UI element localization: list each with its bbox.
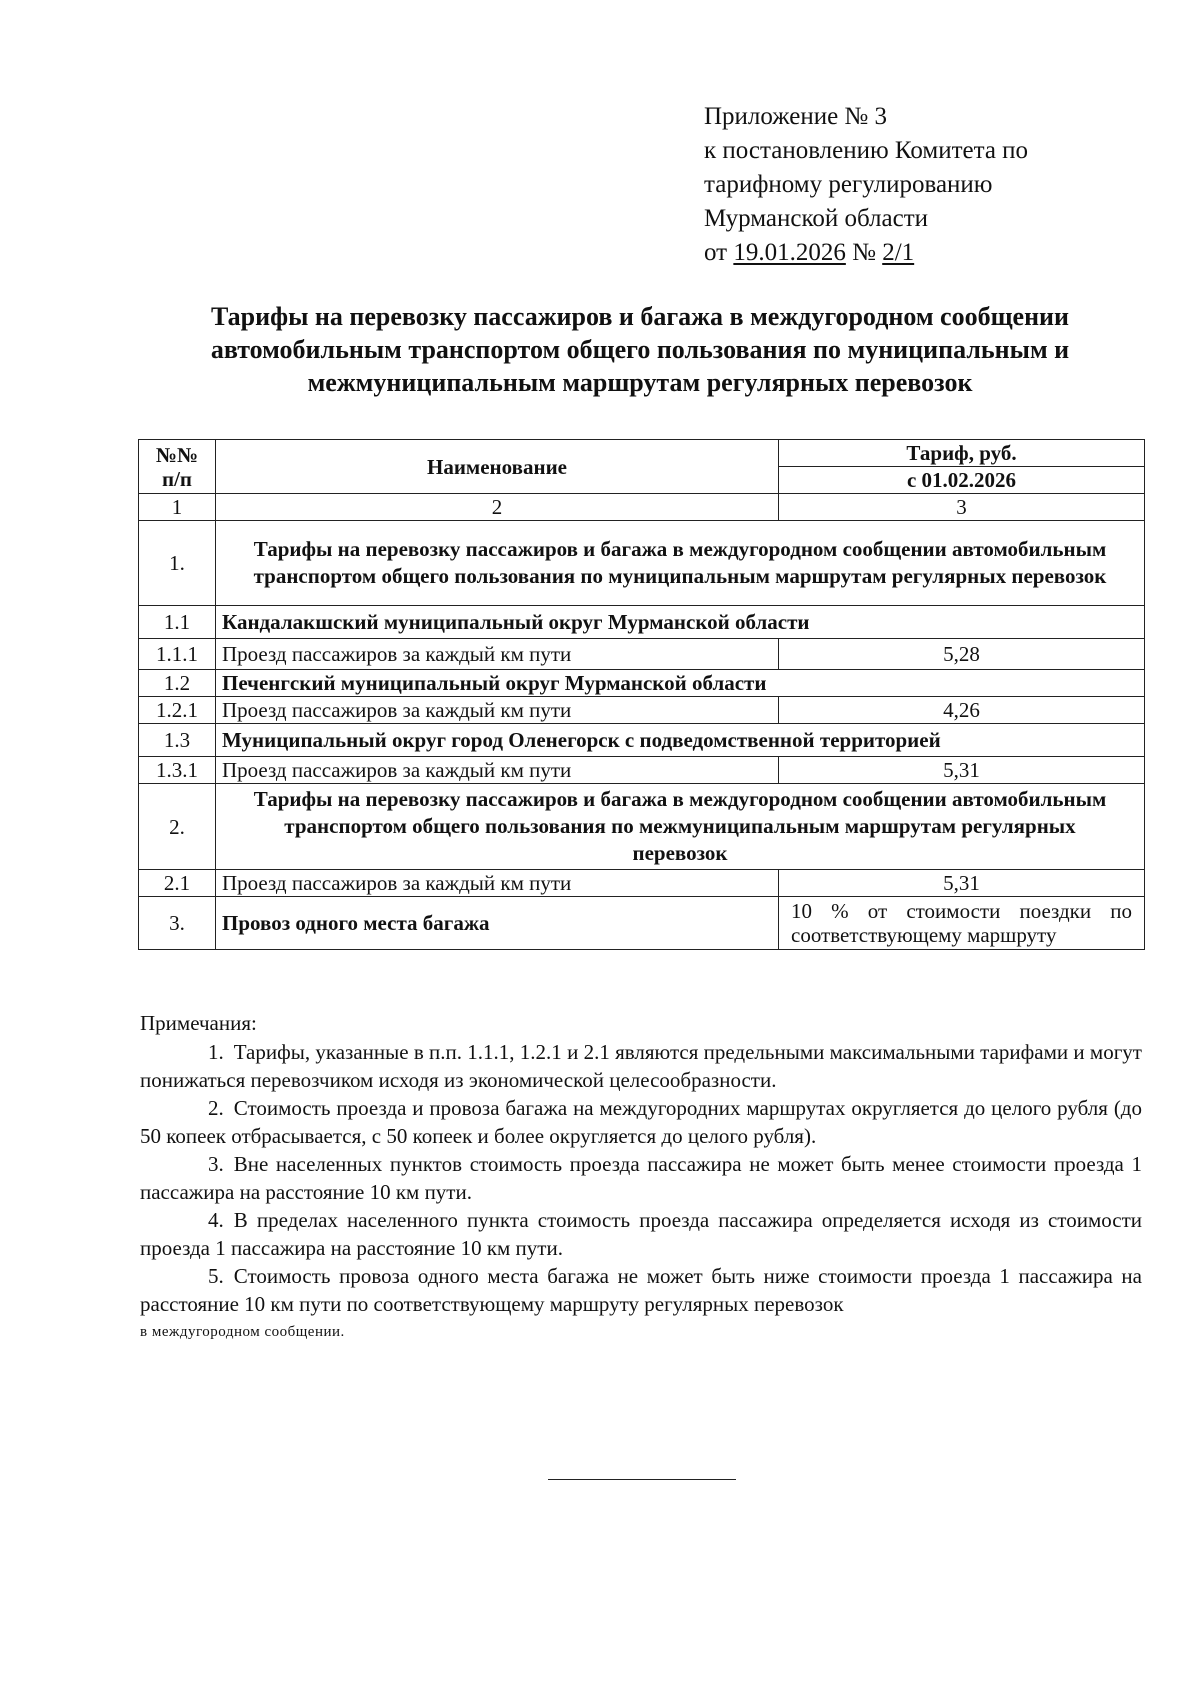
note-number: 3. [208,1152,224,1176]
group-title: Кандалакшский муниципальный округ Мурманской области [216,606,1145,639]
row-value: 10 % от стоимости поездки по соответствующему маршруту [779,897,1145,950]
table-row [139,639,1145,670]
appendix-header [704,100,1028,270]
note-tail: в междугородном сообщении. [140,1324,345,1340]
row-name: Проезд пассажиров за каждый км пути [216,639,779,670]
table-row [139,697,1145,724]
row-value: 5,31 [779,757,1145,784]
table-row [139,606,1145,639]
note-number: 1. [208,1040,224,1064]
note-number: 2. [208,1096,224,1120]
end-divider [548,1479,736,1480]
row-num: 1.1.1 [139,639,216,670]
number-prefix: № [852,239,876,266]
table-row [139,784,1145,870]
col-number-2: 2 [216,494,779,521]
note-text: Стоимость провоза одного места багажа не может быть ниже стоимости проезда 1 пассажира на расстояние 10 км пути по соответствующему маршруту регулярных перевозок [140,1264,1142,1316]
row-value: 5,28 [779,639,1145,670]
row-value: 4,26 [779,697,1145,724]
note-item [140,1150,1142,1206]
row-num: 1.3 [139,724,216,757]
row-num: 3. [139,897,216,950]
title-line-3: межмуниципальным маршрутам регулярных перевозок [307,368,973,397]
note-item [140,1038,1142,1094]
section-title: Тарифы на перевозку пассажиров и багажа в междугородном сообщении автомобильным транспортом общего пользования по муниципальным маршрутам регулярных перевозок [216,521,1145,606]
row-num: 1.2.1 [139,697,216,724]
row-name: Проезд пассажиров за каждый км пути [216,697,779,724]
note-item [140,1206,1142,1262]
row-name: Провоз одного места багажа [216,897,779,950]
row-name: Проезд пассажиров за каждый км пути [216,870,779,897]
header-tariff: Тариф, руб. [779,440,1145,467]
row-num: 1.2 [139,670,216,697]
table-row [139,757,1145,784]
notes-section [140,1009,1142,1346]
row-num: 1.1 [139,606,216,639]
row-num: 1.3.1 [139,757,216,784]
table-row [139,724,1145,757]
row-num: 2. [139,784,216,870]
resolution-number: 2/1 [882,239,915,266]
note-text: Стоимость проезда и провоза багажа на междугородних маршрутах округляется до целого рубля (до 50 копеек отбрасывается, с 50 копеек и более округляется до целого рубля). [140,1096,1142,1148]
note-text: Тарифы, указанные в п.п. 1.1.1, 1.2.1 и 2.1 являются предельными максимальными тарифами и могут понижаться перевозчиком исходя из экономической целесообразности. [140,1040,1142,1092]
table-row [139,521,1145,606]
row-value: 5,31 [779,870,1145,897]
title-line-1: Тарифы на перевозку пассажиров и багажа в междугородном сообщении [210,302,1070,331]
note-item [140,1262,1142,1318]
appendix-line-4: Мурманской области [704,205,929,232]
group-title: Печенгский муниципальный округ Мурманской области [216,670,1145,697]
tariff-table [138,439,1145,950]
column-numbers-row [139,494,1145,521]
table-row [139,670,1145,697]
note-text: В пределах населенного пункта стоимость проезда пассажира определяется исходя из стоимости проезда 1 пассажира на расстояние 10 км пути. [140,1208,1142,1260]
appendix-line-3: тарифному регулированию [704,171,993,198]
resolution-date: 19.01.2026 [733,239,846,266]
table-row [139,897,1145,950]
header-name: Наименование [216,440,779,494]
note-text: Вне населенных пунктов стоимость проезда пассажира не может быть менее стоимости проезда 1 пассажира на расстояние 10 км пути. [140,1152,1142,1204]
header-row [139,440,1145,467]
col-number-1: 1 [139,494,216,521]
document-title [140,300,1140,399]
table-row [139,870,1145,897]
note-number: 5. [208,1264,224,1288]
col-number-3: 3 [779,494,1145,521]
title-line-2: автомобильным транспортом общего пользования по муниципальным и [210,335,1070,364]
appendix-date-line [704,236,1028,270]
note-number: 4. [208,1208,224,1232]
header-date: с 01.02.2026 [779,467,1145,494]
row-name: Проезд пассажиров за каждый км пути [216,757,779,784]
row-num: 1. [139,521,216,606]
group-title: Муниципальный округ город Оленегорск с подведомственной территорией [216,724,1145,757]
header-num: №№ п/п [139,440,216,494]
date-prefix: от [704,239,728,266]
section-title: Тарифы на перевозку пассажиров и багажа в междугородном сообщении автомобильным транспортом общего пользования по межмуниципальным маршрутам регулярных перевозок [216,784,1145,870]
appendix-line-1: Приложение № 3 [704,103,888,130]
row-num: 2.1 [139,870,216,897]
notes-heading: Примечания: [140,1011,257,1035]
appendix-line-2: к постановлению Комитета по [704,137,1029,164]
note-item [140,1094,1142,1150]
